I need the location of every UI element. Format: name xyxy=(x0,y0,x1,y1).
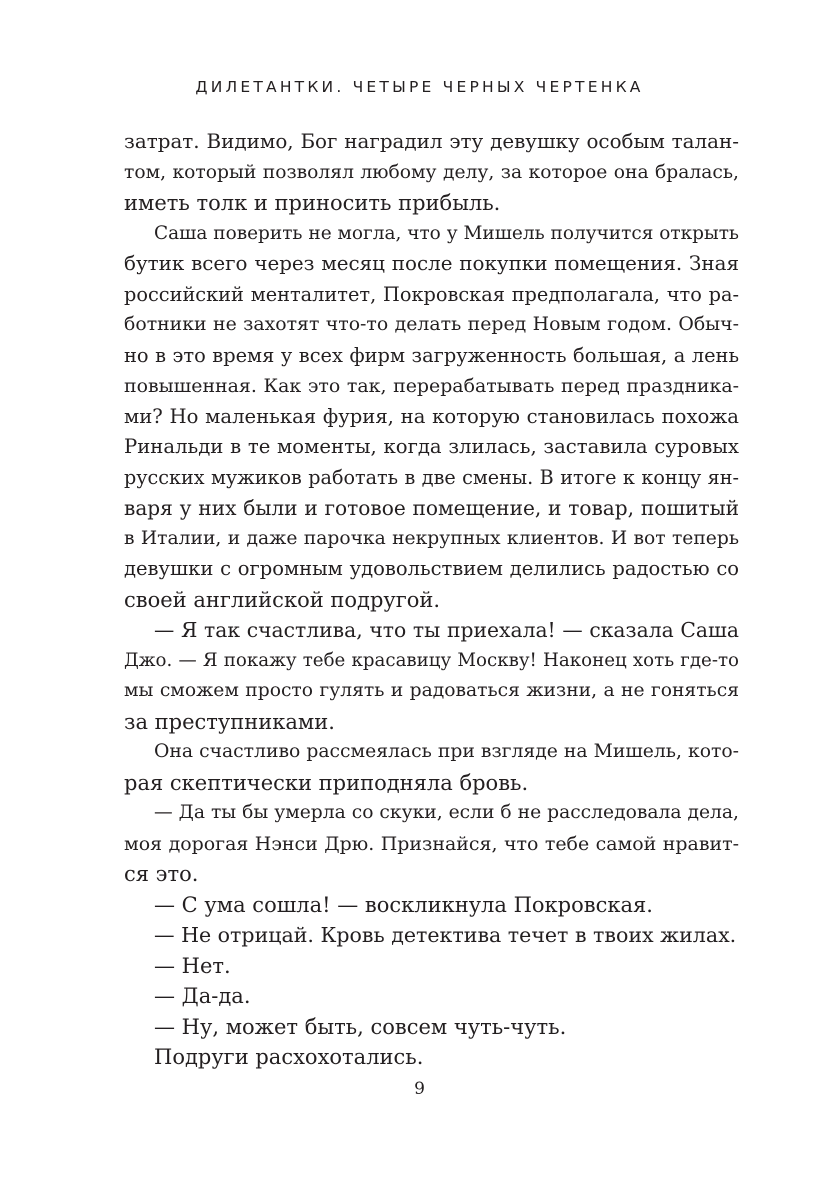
text-line: Она счастливо рассмеялась при взгляде на Мишель, кото- xyxy=(154,741,739,762)
text-line: — Да-да. xyxy=(154,984,251,1008)
text-line: моя дорогая Нэнси Дрю. Признайся, что тебе самой нравит- xyxy=(124,832,739,855)
body-text xyxy=(124,127,739,1073)
text-line: варя у них были и готовое помещение, и товар, пошитый xyxy=(124,496,739,520)
page-number: 9 xyxy=(414,1079,425,1099)
text-line: русских мужиков работать в две смены. В итоге к концу ян- xyxy=(124,465,739,489)
text-line: повышенная. Как это так, перерабатывать перед праздника- xyxy=(124,375,739,397)
text-line: — Я так счастлива, что ты приехала! — сказала Саша xyxy=(154,618,739,642)
text-line: мы сможем просто гулять и радоваться жизни, а не гоняться xyxy=(124,680,739,701)
text-line: — Да ты бы умерла со скуки, если б не расследовала дела, xyxy=(154,802,739,823)
text-line: — Нет. xyxy=(154,953,231,978)
text-line: своей английской подругой. xyxy=(124,587,441,612)
text-line: иметь толк и приносить прибыль. xyxy=(124,191,501,215)
text-line: в Италии, и даже парочка некрупных клиентов. И вот теперь xyxy=(124,527,739,549)
text-line: — Ну, может быть, совсем чуть-чуть. xyxy=(154,1014,567,1039)
text-line: Саша поверить не могла, что у Мишель получится открыть xyxy=(154,222,739,244)
text-line: бутик всего через месяц после покупки помещения. Зная xyxy=(124,252,739,275)
running-head: ДИЛЕТАНТКИ. ЧЕТЫРЕ ЧЕРНЫХ ЧЕРТЕНКА xyxy=(195,78,644,96)
text-line: Подруги расхохотались. xyxy=(154,1045,424,1069)
text-line: ботники не захотят что-то делать перед Новым годом. Обыч- xyxy=(124,314,739,335)
text-line: ми? Но маленькая фурия, на которую становилась похожа xyxy=(124,404,739,428)
text-line: — С ума сошла! — воскликнула Покровская. xyxy=(154,892,653,917)
text-line: Джо. — Я покажу тебе красавицу Москву! Наконец хоть где-то xyxy=(124,649,739,671)
text-line: за преступниками. xyxy=(124,709,335,734)
text-line: том, который позволял любому делу, за которое она бралась, xyxy=(124,161,739,183)
text-line: девушки с огромным удовольствием делились радостью со xyxy=(124,557,739,580)
text-line: российский менталитет, Покровская предполагала, что ра- xyxy=(124,282,739,306)
text-line: затрат. Видимо, Бог наградил эту девушку особым талан- xyxy=(124,130,739,153)
text-line: но в это время у всех фирм загруженность большая, а лень xyxy=(124,343,739,367)
text-line: ся это. xyxy=(124,862,199,886)
text-line: — Не отрицай. Кровь детектива течет в твоих жилах. xyxy=(154,923,737,947)
text-line: Ринальди в те моменты, когда злилась, заставила суровых xyxy=(124,435,739,458)
text-line: рая скептически приподняла бровь. xyxy=(124,770,529,795)
